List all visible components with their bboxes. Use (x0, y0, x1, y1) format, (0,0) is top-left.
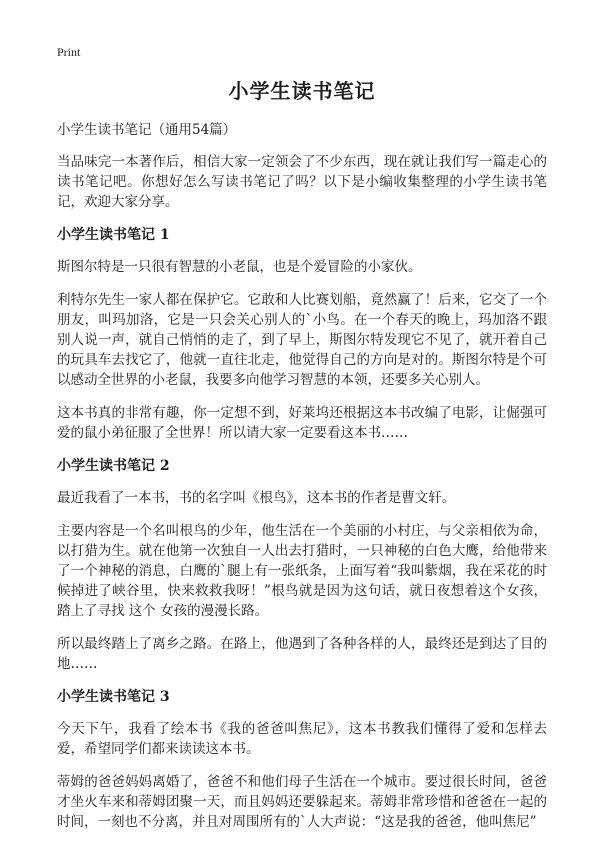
section-2-paragraph: 最近我看了一本书，书的名字叫《根鸟》，这本书的作者是曹文轩。 (57, 490, 456, 506)
section-2-paragraph: 所以最终踏上了离乡之路。在路上，他遇到了各种各样的人，最终还是到达了目的地…… (57, 636, 547, 672)
section-3-paragraph: 蒂姆的爸爸妈妈离婚了，爸爸不和他们母子生活在一个城市。要过很长时间，爸爸才坐火车来和蒂姆团聚一天，而且妈妈还要躲起来。蒂姆非常珍惜和爸爸在一起的时间，一刻也不分离，并且对周围所有的`人大声说：“这是我的爸爸，他叫焦尼” (57, 774, 547, 830)
section-heading-3: 小学生读书笔记 3 (57, 689, 170, 705)
print-link[interactable]: Print (57, 45, 81, 59)
section-2-paragraph: 主要内容是一个名叫根鸟的少年，他生活在一个美丽的小村庄，与父亲相依为命，以打猎为生。就在他第一次独自一人出去打猎时，一只神秘的白色大鹰，给他带来了一个神秘的消息，白鹰的`腿上有一张纸条，上面写着“我叫紫烟，我在采花的时候掉进了峡谷里，快来救救我呀！”根鸟就是因为这句话，就日夜想着这个女孩，踏上了寻找 这个 女孩的漫漫长路。 (57, 523, 547, 619)
article-subtitle: 小学生读书笔记（通用54篇） (57, 122, 237, 138)
section-heading-2: 小学生读书笔记 2 (57, 458, 170, 474)
section-1-paragraph: 利特尔先生一家人都在保护它。它敢和人比赛划船，竟然赢了！后来，它交了一个朋友，叫玛加洛，它是一只会关心别人的`小鸟。在一个春天的晚上，玛加洛不跟别人说一声，就自己悄悄的走了，到了早上，斯图尔特发现它不见了，就开着自己的玩具车去找它了，他就一直往北走，他觉得自己的方向是对的。斯图尔特是个可以感动全世界的小老鼠，我要多向他学习智慧的本领，还要多关心别人。 (57, 292, 547, 388)
intro-paragraph: 当品味完一本著作后，相信大家一定领会了不少东西，现在就让我们写一篇走心的读书笔记吧。你想好怎么写读书笔记了吗？以下是小编收集整理的小学生读书笔记，欢迎大家分享。 (57, 154, 547, 210)
section-1-paragraph: 这本书真的非常有趣，你一定想不到，好莱坞还根据这本书改编了电影，让倔强可爱的鼠小弟征服了全世界！所以请大家一定要看这本书…… (57, 405, 547, 441)
section-1-paragraph: 斯图尔特是一只很有智慧的小老鼠，也是个爱冒险的小家伙。 (57, 259, 422, 275)
section-3-paragraph: 今天下午，我看了绘本书《我的爸爸叫焦尼》，这本书教我们懂得了爱和怎样去爱，希望同学们都来读读这本书。 (57, 721, 547, 757)
page-title: 小学生读书笔记 (228, 79, 376, 103)
section-heading-1: 小学生读书笔记 1 (57, 227, 170, 243)
article (57, 78, 547, 845)
